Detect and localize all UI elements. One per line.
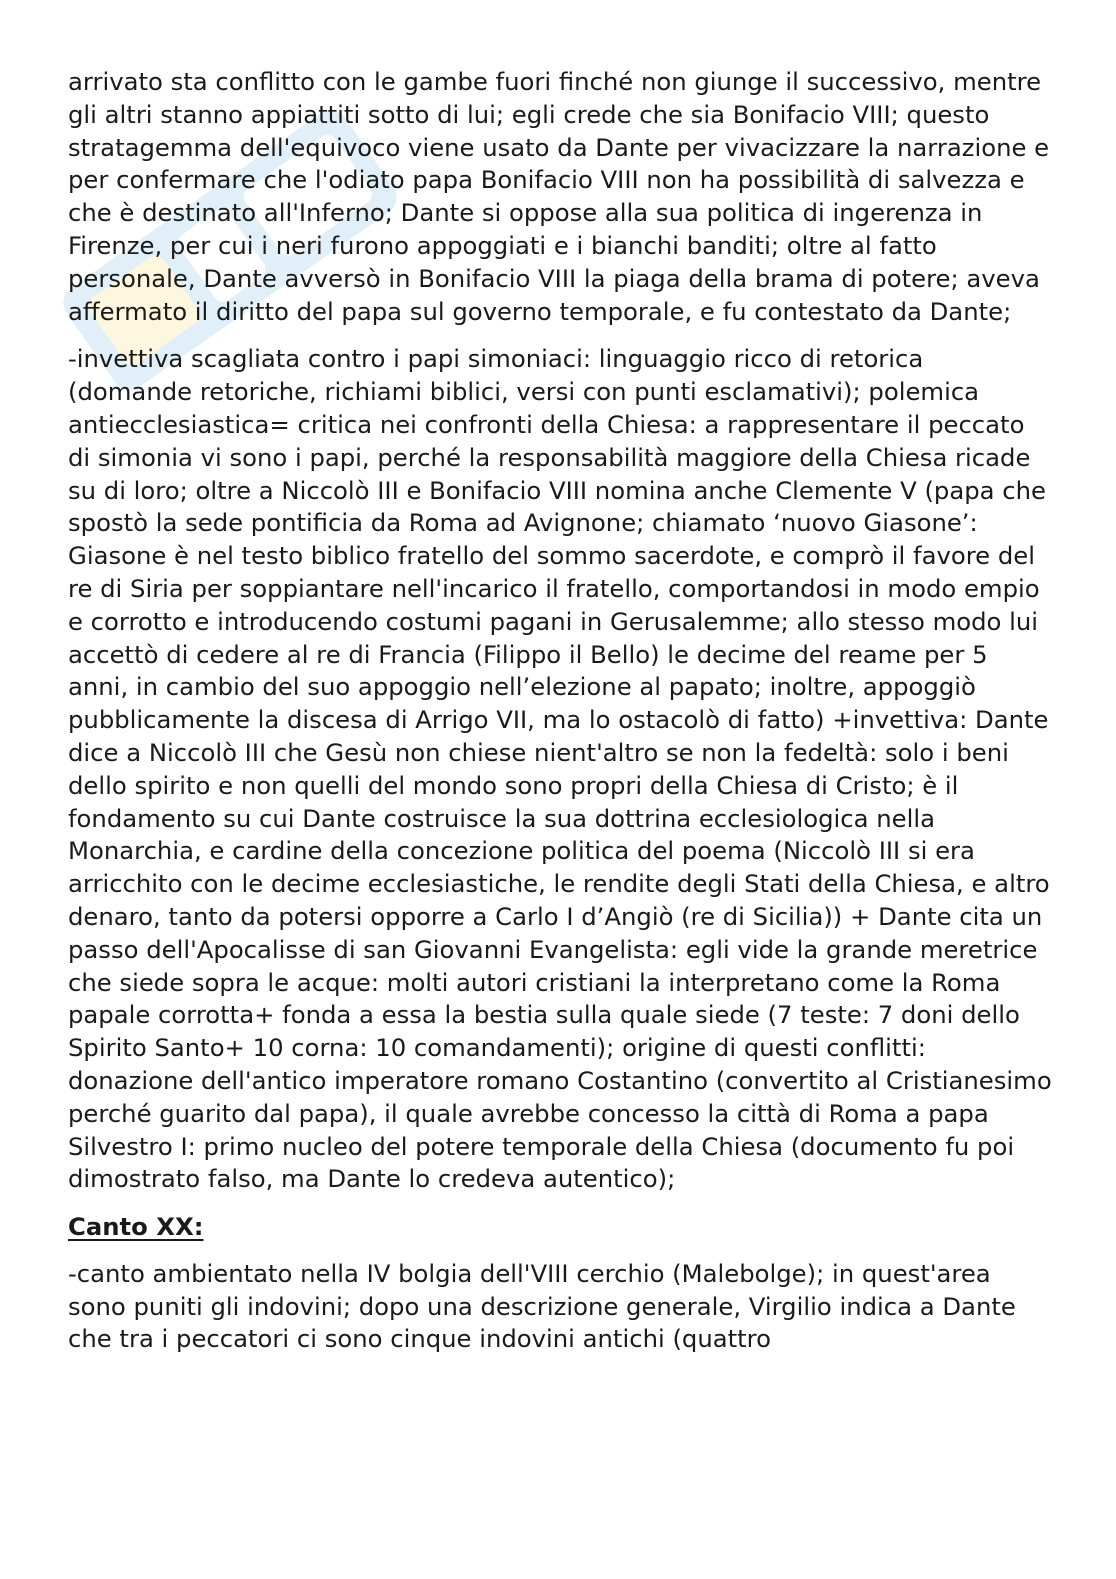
section-heading: Canto XX:: [68, 1212, 204, 1242]
paragraph-canto-xx: -canto ambientato nella IV bolgia dell'VIII cerchio (Malebolge); in quest'area sono puniti gli indovini; dopo una descrizione generale, Virgilio indica a Dante che tra i peccatori ci sono cinque indovini antichi (quattro: [68, 1258, 1016, 1354]
paragraph-bonifacio: arrivato sta conflitto con le gambe fuori finché non giunge il successivo, mentre gli altri stanno appiattiti sotto di lui; egli crede che sia Bonifacio VIII; questo stratagemma dell'equivoco viene usato da Dante per vivacizzare la narrazione e per confermare che l'odiato papa Bonifacio VIII non ha possibilità di salvezza e che è destinato all'Inferno; Dante si oppose alla sua politica di ingerenza in Firenze, per cui i neri furono appoggiati e i bianchi banditi; oltre al fatto personale, Dante avversò in Bonifacio VIII la piaga della brama di potere; aveva affermato il diritto del papa sul governo temporale, e fu contestato da Dante;: [68, 67, 1050, 326]
document-page: [68, 66, 1053, 1371]
paragraph-invettiva: -invettiva scagliata contro i papi simoniaci: linguaggio ricco di retorica (domande retoriche, richiami biblici, versi con punti esclamativi); polemica antiecclesiastica= critica nei confronti della Chiesa: a rappresentare il peccato di simonia vi sono i papi, perché la responsabilità maggiore della Chiesa ricade su di loro; oltre a Niccolò III e Bonifacio VIII nomina anche Clemente V (papa che spostò la sede pontificia da Roma ad Avignone; chiamato ‘nuovo Giasone’: Giasone è nel testo biblico fratello del sommo sacerdote, e comprò il favore del re di Siria per soppiantare nell'incarico il fratello, comportandosi in modo empio e corrotto e introducendo costumi pagani in Gerusalemme; allo stesso modo lui accettò di cedere al re di Francia (Filippo il Bello) le decime del reame per 5 anni, in cambio del suo appoggio nell’elezione al papato; inoltre, appoggiò pubblicamente la discesa di Arrigo VII, ma lo ostacolò di fatto) +invettiva: Dante dice a Niccolò III che Gesù non chiese nient'altro se non la fedeltà: solo i beni dello spirito e non quelli del mondo sono propri della Chiesa di Cristo; è il fondamento su cui Dante costruisce la sua dottrina ecclesiologica nella Monarchia, e cardine della concezione politica del poema (Niccolò III si era arricchito con le decime ecclesiastiche, le rendite degli Stati della Chiesa, e altro denaro, tanto da potersi opporre a Carlo I d’Angiò (re di Sicilia)) + Dante cita un passo dell'Apocalisse di san Giovanni Evangelista: egli vide la grande meretrice che siede sopra le acque: molti autori cristiani la interpretano come la Roma papale corrotta+ fonda a essa la bestia sulla quale siede (7 teste: 7 doni dello Spirito Santo+ 10 corna: 10 comandamenti); origine di questi conflitti: donazione dell'antico imperatore romano Costantino (convertito al Cristianesimo perché guarito dal papa), il quale avrebbe concesso la città di Roma a papa Silvestro I: primo nucleo del potere temporale della Chiesa (documento fu poi dimostrato falso, ma Dante lo credeva autentico);: [68, 344, 1052, 1194]
